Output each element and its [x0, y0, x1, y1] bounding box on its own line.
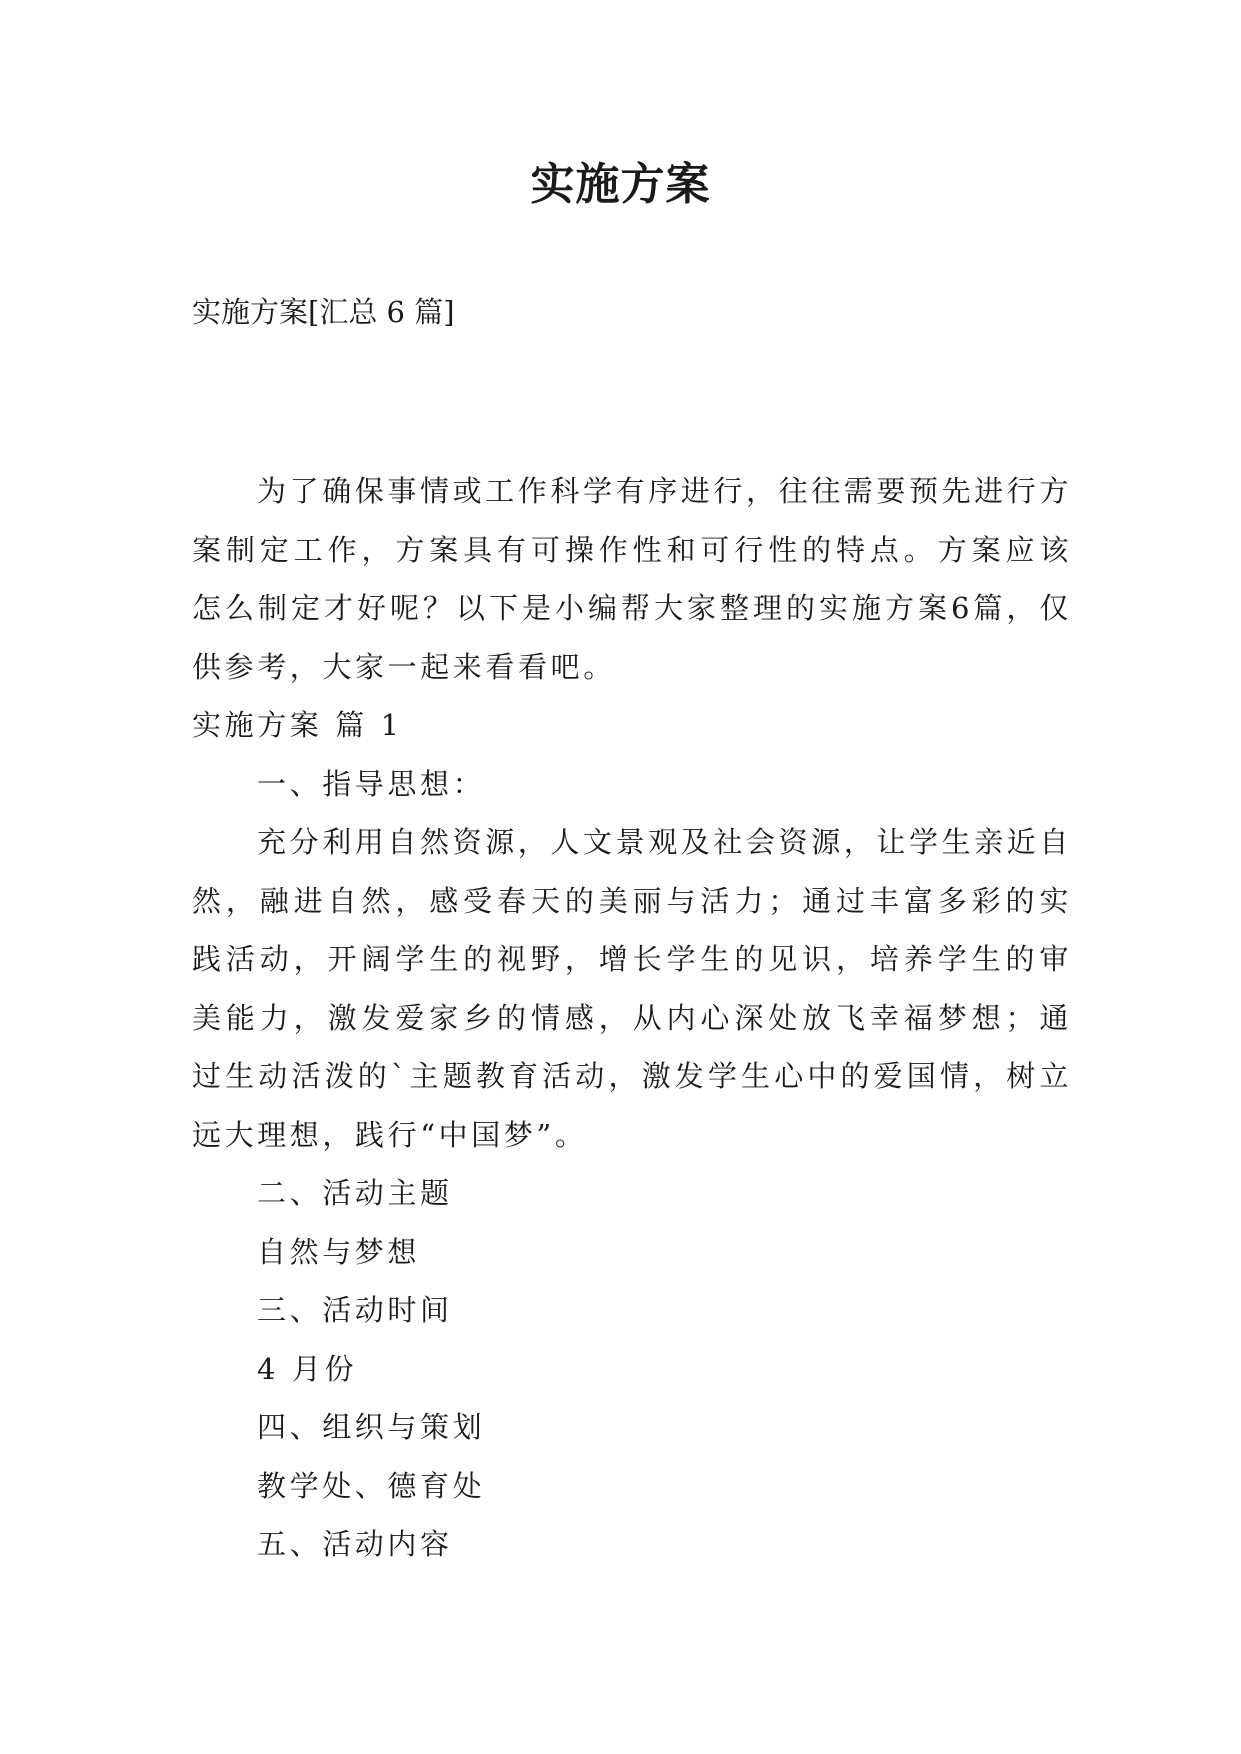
section-1-paragraph: 充分利用自然资源，人文景观及社会资源，让学生亲近自然，融进自然，感受春天的美丽与活力；通过丰富多彩的实践活动，开阔学生的视野，增长学生的见识，培养学生的审美能力，激发爱家乡的情感，从内心深处放飞幸福梦想；通过生动活泼的`主题教育活动，激发学生心中的爱国情，树立远大理想，践行“中国梦”。 [192, 825, 1073, 1152]
section-5-heading: 五、活动内容 [257, 1527, 453, 1561]
document-title: 实施方案 [530, 159, 711, 210]
section-1-heading: 一、指导思想： [257, 766, 486, 801]
section-2-heading: 二、活动主题 [257, 1176, 453, 1210]
document-body [192, 462, 1072, 1574]
chapter-heading: 实施方案 篇 1 [192, 708, 403, 742]
section-4-heading: 四、组织与策划 [257, 1410, 486, 1444]
section-3-heading: 三、活动时间 [257, 1293, 453, 1327]
intro-paragraph: 为了确保事情或工作科学有序进行，往往需要预先进行方案制定工作，方案具有可操作性和可行性的特点。方案应该怎么制定才好呢？以下是小编帮大家整理的实施方案6篇，仅供参考，大家一起来看看吧。 [192, 474, 1073, 684]
section-4-body: 教学处、德育处 [257, 1468, 486, 1503]
section-2-body: 自然与梦想 [257, 1234, 421, 1269]
document-subtitle: 实施方案[汇总 6 篇] [192, 295, 455, 329]
section-3-body: 4 月份 [257, 1351, 358, 1386]
